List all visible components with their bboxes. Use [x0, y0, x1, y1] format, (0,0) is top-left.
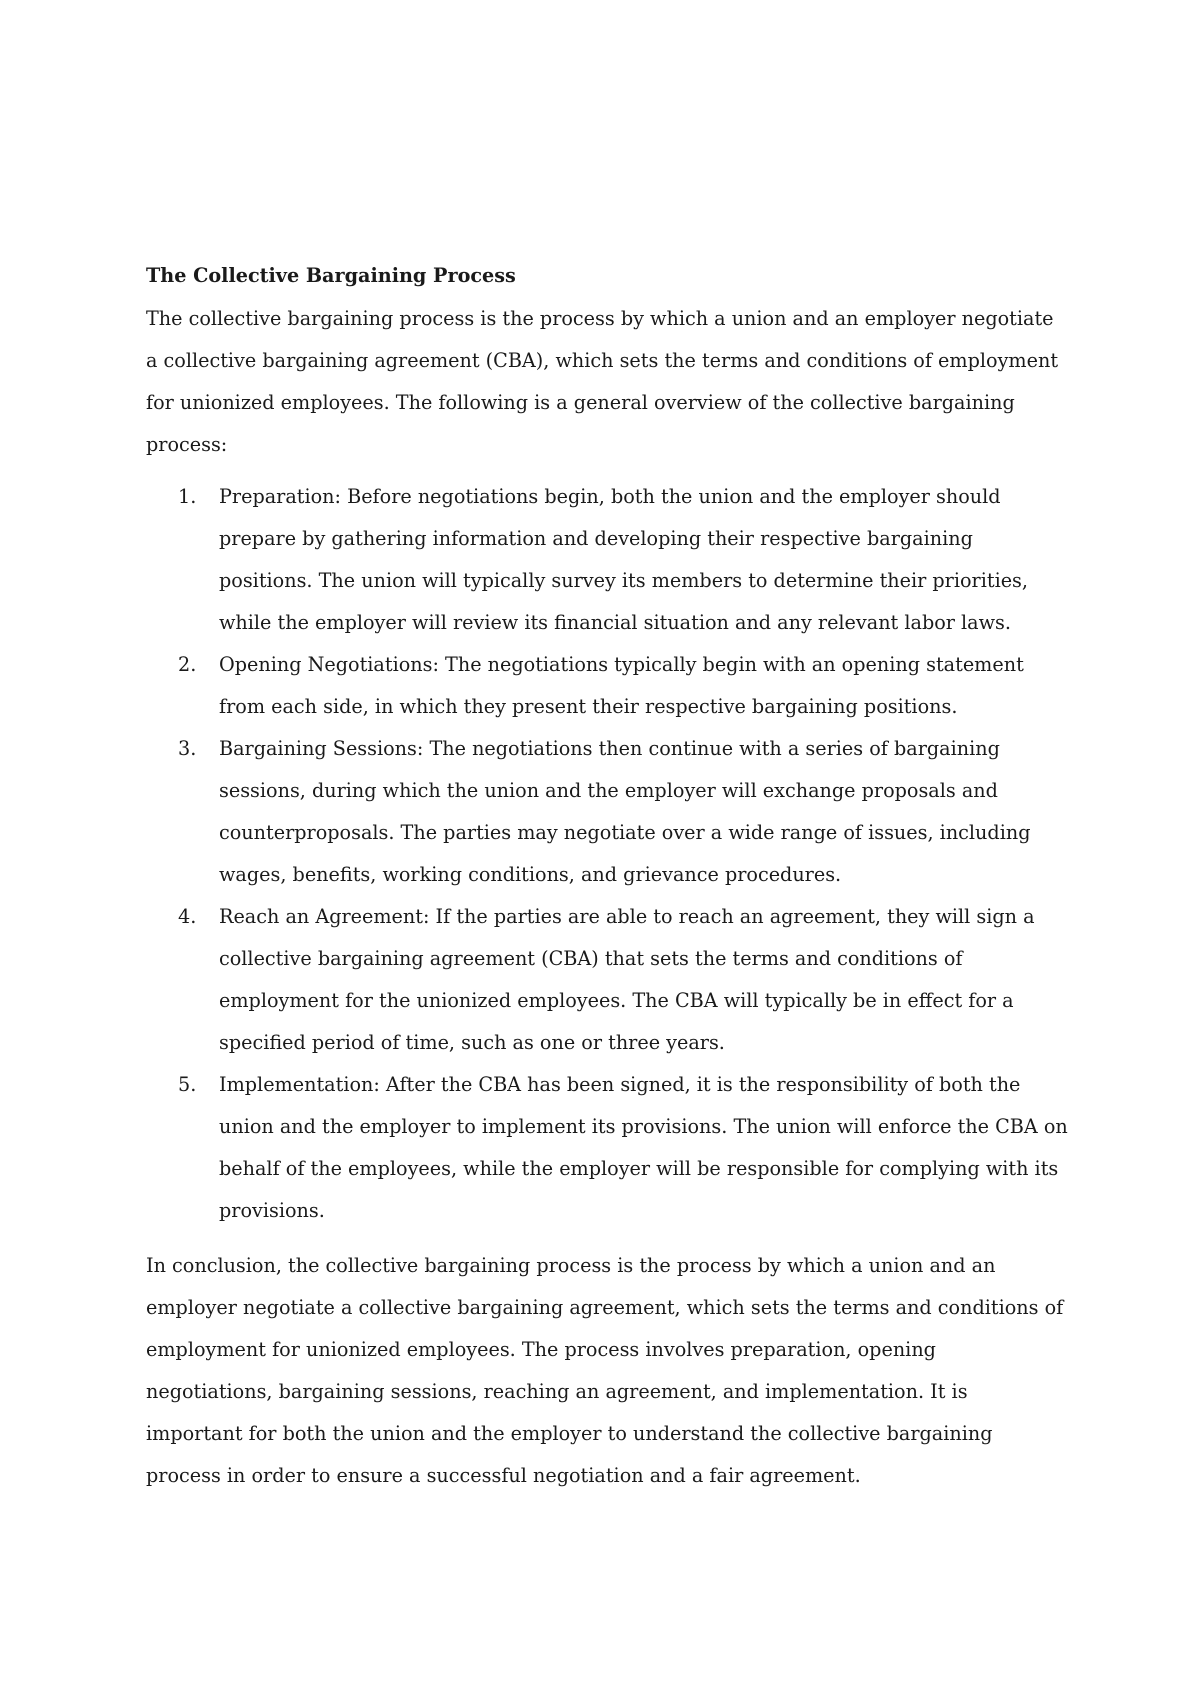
- list-item: [146, 896, 1068, 1064]
- list-item-text: Bargaining Sessions: The negotiations then continue with a series of bargaining sessions, during which the union and the employer will exchange proposals and counterproposals. The parties may negotiate over a wide range of issues, including wages, benefits, working conditions, and grievance procedures.: [219, 737, 1031, 886]
- conclusion-paragraph: In conclusion, the collective bargaining process is the process by which a union and an employer negotiate a collective bargaining agreement, which sets the terms and conditions of employment for unionized employees. The process involves preparation, opening negotiations, bargaining sessions, reaching an agreement, and implementation. It is important for both the union and the employer to understand the collective bargaining process in order to ensure a successful negotiation and a fair agreement.: [146, 1254, 1064, 1487]
- list-item-text: Preparation: Before negotiations begin, both the union and the employer should prepare by gathering information and developing their respective bargaining positions. The union will typically survey its members to determine their priorities, while the employer will review its financial situation and any relevant labor laws.: [219, 485, 1029, 634]
- list-item-text: Reach an Agreement: If the parties are able to reach an agreement, they will sign a collective bargaining agreement (CBA) that sets the terms and conditions of employment for the unionized employees. The CBA will typically be in effect for a specified period of time, such as one or three years.: [219, 905, 1035, 1054]
- list-item-number: 4.: [178, 905, 197, 928]
- list-item-text: Implementation: After the CBA has been signed, it is the responsibility of both the union and the employer to implement its provisions. The union will enforce the CBA on behalf of the employees, while the employer will be responsible for complying with its provisions.: [219, 1073, 1068, 1222]
- list-item-number: 5.: [178, 1073, 197, 1096]
- intro-paragraph: The collective bargaining process is the process by which a union and an employer negotiate a collective bargaining agreement (CBA), which sets the terms and conditions of employment for unionized employees. The following is a general overview of the collective bargaining process:: [146, 307, 1059, 456]
- process-steps-list: [146, 476, 1068, 1232]
- list-item: [146, 476, 1068, 644]
- list-item-text: Opening Negotiations: The negotiations typically begin with an opening statement from each side, in which they present their respective bargaining positions.: [219, 653, 1024, 718]
- list-item-number: 1.: [178, 485, 197, 508]
- list-item: [146, 644, 1068, 728]
- list-item: [146, 728, 1068, 896]
- list-item: [146, 1064, 1068, 1232]
- list-item-number: 3.: [178, 737, 197, 760]
- document-title: The Collective Bargaining Process: [146, 264, 516, 287]
- document-body: [146, 262, 1068, 1497]
- list-item-number: 2.: [178, 653, 197, 676]
